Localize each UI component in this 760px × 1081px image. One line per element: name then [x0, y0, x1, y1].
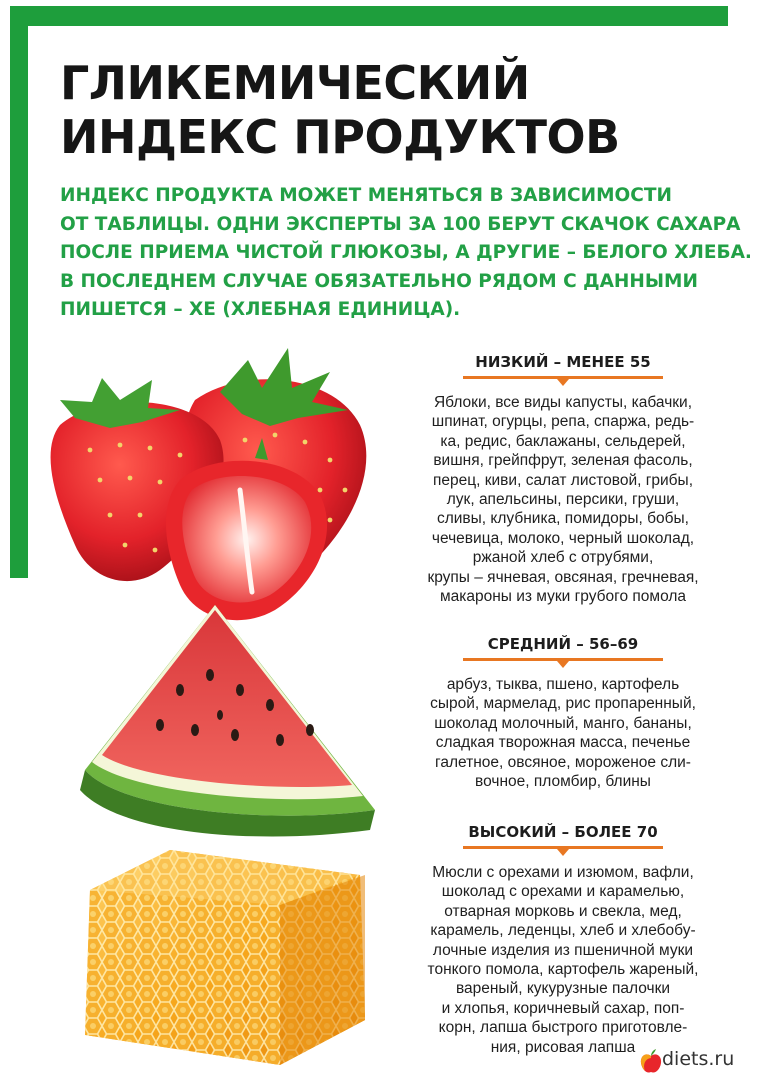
honeycomb-icon — [85, 850, 365, 1065]
text-line: лочные изделия из пшеничной муки — [432, 941, 694, 959]
section-heading-mid: СРЕДНИЙ – 56–69 — [487, 635, 639, 653]
section-heading-high: ВЫСОКИЙ – БОЛЕЕ 70 — [468, 823, 658, 841]
intro-line: ПИШЕТСЯ – ХЕ (ХЛЕБНАЯ ЕДИНИЦА). — [60, 299, 461, 320]
text-line: перец, киви, салат листовой, грибы, — [433, 471, 693, 489]
text-line: вишня, грейпфрут, зеленая фасоль, — [433, 452, 693, 470]
text-line: ния, рисовая лапша — [490, 1038, 636, 1056]
section-low — [398, 352, 728, 606]
text-line: шоколад с орехами и карамелью, — [441, 883, 685, 901]
logo-text: diets.ru — [662, 1048, 735, 1070]
intro-line: ПОСЛЕ ПРИЕМА ЧИСТОЙ ГЛЮКОЗЫ, А ДРУГИЕ – БЕЛОГО ХЛЕБА. — [60, 242, 752, 263]
title-line-1: ГЛИКЕМИЧЕСКИЙ — [60, 56, 530, 110]
text-line: арбуз, тыква, пшено, картофель — [446, 676, 680, 693]
intro-line: В ПОСЛЕДНЕМ СЛУЧАЕ ОБЯЗАТЕЛЬНО РЯДОМ С ДАННЫМИ — [60, 270, 698, 292]
section-divider — [463, 846, 663, 849]
text-line: сливы, клубника, помидоры, бобы, — [436, 510, 689, 528]
text-line: вочное, пломбир, блины — [475, 773, 651, 791]
text-line: макароны из муки грубого помола — [439, 588, 687, 606]
text-line: Яблоки, все виды капусты, кабачки, — [433, 394, 693, 411]
text-line: чечевица, молоко, черный шоколад, — [431, 529, 695, 547]
section-divider — [463, 658, 663, 661]
text-line: сладкая творожная масса, печенье — [435, 734, 691, 752]
text-line: вареный, кукурузные палочки — [455, 980, 671, 998]
intro-line: ОТ ТАБЛИЦЫ. ОДНИ ЭКСПЕРТЫ ЗА 100 БЕРУТ СКАЧОК САХАРА — [60, 213, 741, 235]
intro-line: ИНДЕКС ПРОДУКТА МОЖЕТ МЕНЯТЬСЯ В ЗАВИСИМОСТИ — [60, 185, 672, 206]
site-logo[interactable] — [640, 1046, 758, 1076]
section-mid — [398, 634, 728, 791]
intro-text — [60, 182, 752, 325]
text-line: карамель, леденцы, хлеб и хлебобу- — [430, 922, 696, 940]
text-line: и хлопья, коричневый сахар, поп- — [441, 999, 685, 1017]
text-line: лук, апельсины, персики, груши, — [446, 491, 680, 509]
text-line: тонкого помола, картофель жареный, — [427, 961, 699, 979]
text-line: корн, лапша быстрого приготовле- — [438, 1019, 688, 1037]
text-line: крупы – ячневая, овсяная, гречневая, — [427, 568, 699, 586]
section-text-mid — [398, 675, 728, 791]
text-line: шпинат, огурцы, репа, спаржа, редь- — [431, 413, 695, 431]
text-line: ка, редис, баклажаны, сельдерей, — [440, 432, 686, 450]
text-line: отварная морковь и свекла, мед, — [444, 902, 682, 920]
text-line: ржаной хлеб с отрубями, — [472, 549, 654, 567]
text-line: шоколад молочный, манго, бананы, — [434, 714, 692, 732]
green-frame-top — [10, 6, 728, 26]
green-frame-left — [10, 6, 28, 578]
section-high — [398, 822, 728, 1057]
text-line: сырой, мармелад, рис пропаренный, — [430, 695, 696, 713]
section-heading-low: НИЗКИЙ – МЕНЕЕ 55 — [475, 353, 651, 371]
section-text-high — [398, 863, 728, 1057]
text-line: Мюсли с орехами и изюмом, вафли, — [432, 864, 694, 881]
text-line: галетное, овсяное, мороженое сли- — [435, 753, 691, 771]
page-title — [60, 56, 720, 164]
title-line-2: ИНДЕКС ПРОДУКТОВ — [60, 110, 620, 164]
section-text-low — [398, 393, 728, 606]
fruit-illustration — [30, 330, 400, 1070]
section-divider — [463, 376, 663, 379]
watermelon-icon — [80, 605, 375, 837]
apple-logo-icon — [640, 1049, 662, 1075]
